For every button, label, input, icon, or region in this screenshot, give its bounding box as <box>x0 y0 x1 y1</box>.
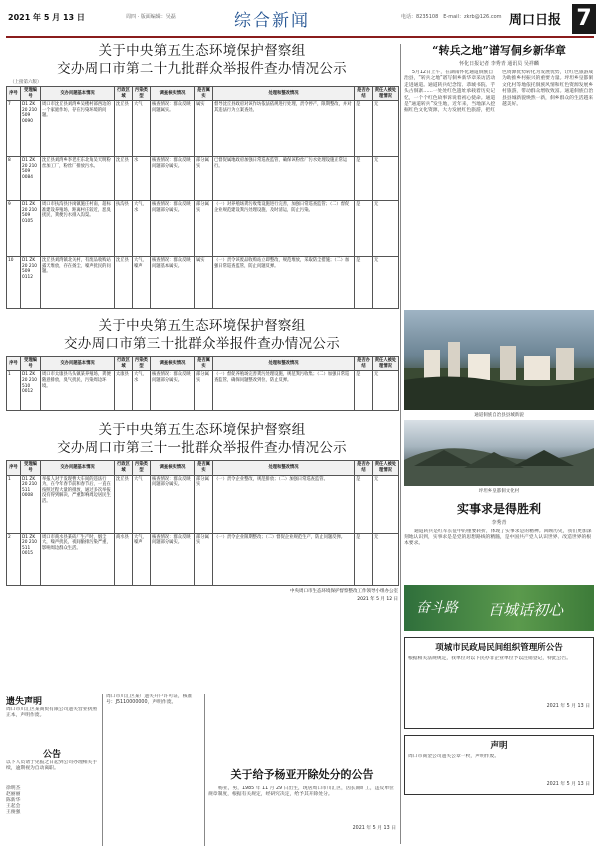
col-check: 调查核实情况 <box>151 357 195 371</box>
cell-check: 核查情况：群众反映问题部分属实。 <box>151 533 195 585</box>
dismissal-title: 关于给予杨亚开除处分的公告 <box>230 768 374 781</box>
cell-issue: 沈丘县刘湾镇北关村，有废品收购站露天堆放，存在扬尘、噪声扰民的问题。 <box>41 257 115 309</box>
bottom-right-block <box>208 694 396 846</box>
essay-body: 通道转兵是红军长征中的重要转折，体现了实事求是的精神。回顾历史，我们更加深刻地认识到，实事求是是党的思想路线的精髓，是中国共产党人认识世界、改造世界的根本要求。 <box>404 529 592 547</box>
cell-resp: 无 <box>373 157 399 201</box>
col-issue: 交办问题基本情况 <box>41 461 115 475</box>
bottom-left-block <box>6 694 98 846</box>
col-check: 调查核实情况 <box>151 87 195 101</box>
photo-caption-2: 坪坦乡皇都侗文化村 <box>478 489 520 494</box>
person-item: 陈新华 <box>6 798 21 803</box>
table-header-row <box>7 87 399 101</box>
batch29-note: （上接第六版） <box>10 80 42 85</box>
cell-id: D1 ZK 20 210 509 0090 <box>21 101 41 157</box>
cell-region: 商水县 <box>115 533 133 585</box>
cell-handle: （一）责令企业整改，规范排放；（二）加强日常巡查监管。 <box>213 475 355 533</box>
col-fact: 是否属实 <box>195 461 213 475</box>
col-handle: 处理和整改情况 <box>213 357 355 371</box>
col-fact: 是否属实 <box>195 87 213 101</box>
batch29-title-line2: 交办周口市第二十九批群众举报件查办情况公示 <box>57 61 347 77</box>
issue-date: 2021 年 5 月 13 日 <box>8 13 85 22</box>
col-issue: 交办问题基本情况 <box>41 357 115 371</box>
cell-id: D1 ZK 20 210 511 0008 <box>21 475 41 533</box>
col-resp: 责任人被处理情况 <box>373 87 399 101</box>
cell-no: 2 <box>7 533 21 585</box>
col-issue: 交办问题基本情况 <box>41 87 115 101</box>
cell-no: 1 <box>7 371 21 411</box>
header-meta-left: 周四 · 版面编辑：吴磊 <box>126 14 176 20</box>
cell-fact: 部分属实 <box>195 157 213 201</box>
dismissal-date: 2021 年 5 月 13 日 <box>352 826 396 831</box>
col-check: 调查核实情况 <box>151 461 195 475</box>
notice-box <box>404 637 594 729</box>
cell-region: 沈丘县 <box>115 475 133 533</box>
col-no: 序号 <box>7 87 21 101</box>
cell-fact: 部分属实 <box>195 533 213 585</box>
cell-type: 大气 <box>133 475 151 533</box>
cell-fact: 部分属实 <box>195 475 213 533</box>
col-done: 是否办结 <box>355 87 373 101</box>
declaration-body: 周口市商金公司遗失公章一枚，声明作废。 <box>408 754 500 759</box>
banner-text-2: 百城话初心 <box>488 601 564 619</box>
cell-region: 沈丘县 <box>115 101 133 157</box>
cell-handle: （一）责令该废品收购站立即整改，规范堆放，采取防尘措施；（二）加强日常巡查监管，防止问题反弹。 <box>213 257 355 309</box>
col-region: 行政区域 <box>115 87 133 101</box>
announcement-body: 以下人员请于见报之日起到公司办理相关手续，逾期视为自动离职。 <box>6 760 98 771</box>
cell-resp: 无 <box>373 533 399 585</box>
cell-resp: 无 <box>373 371 399 411</box>
cell-type: 大气、噪声 <box>133 533 151 585</box>
col-handle: 处理和整改情况 <box>213 87 355 101</box>
cell-issue: 周口市商水县某砖厂生产时，烟尘大，噪声扰民，夜间偷排污染严重，影响周边群众生活。 <box>41 533 115 585</box>
batch31-footer-date: 2021 年 5 月 12 日 <box>357 596 398 602</box>
essay-title: 实事求是得胜利 <box>456 502 541 516</box>
cell-done: 是 <box>355 201 373 257</box>
cell-handle: 已督促属地政府加强日常巡查监管，确保该粉丝厂污水处理设施正常运行。 <box>213 157 355 201</box>
cell-id: D1 ZK 20 210 509 0105 <box>21 201 41 257</box>
cell-fact: 属实 <box>195 101 213 157</box>
batch30-title-line1: 关于中央第五生态环境保护督察组 <box>98 318 306 335</box>
cell-no: 10 <box>7 257 21 309</box>
cell-resp: 无 <box>373 101 399 157</box>
cell-handle: （一）责令企业限期整改；（二）督促企业规范生产，防止问题反弹。 <box>213 533 355 585</box>
feature-photo-2 <box>404 420 594 486</box>
cell-done: 是 <box>355 533 373 585</box>
cell-issue: 周口市沈丘县刘湾乡吴楼村部西边的一个家庭作坊，存在污染环境的问题。 <box>41 101 115 157</box>
section-title: 综合新闻 <box>234 11 310 31</box>
cell-no: 9 <box>7 201 21 257</box>
village-illustration <box>404 420 594 486</box>
cell-no: 7 <box>7 101 21 157</box>
cell-id: D1 ZK 20 210 511 0015 <box>21 533 41 585</box>
page-number: 7 <box>572 4 596 34</box>
cell-check: 核查情况：群众反映问题属实。 <box>151 101 195 157</box>
col-type: 污染类型 <box>133 87 151 101</box>
person-item: 徐明杰 <box>6 786 21 791</box>
table-row <box>7 533 399 585</box>
cell-check: 核查情况：群众反映问题基本属实。 <box>151 257 195 309</box>
cell-type: 大气、水 <box>133 201 151 257</box>
cell-no: 1 <box>7 475 21 533</box>
cell-handle: 督导沈丘县政府对该作坊依法依规进行处理，责令停产，限期整改，并对其违法行为立案查处。 <box>213 101 355 157</box>
cell-check: 核查情况：群众反映问题部分属实。 <box>151 475 195 533</box>
table-row <box>7 101 399 157</box>
table-header-row <box>7 461 399 475</box>
cell-fact: 部分属实 <box>195 371 213 411</box>
cell-resp: 无 <box>373 257 399 309</box>
declaration-title: 声明 <box>490 741 508 751</box>
cell-fact: 属实 <box>195 257 213 309</box>
batch31-footer-org: 中央周口市生态环境保护督察整改工作领导小组办公室 <box>290 588 398 594</box>
cell-resp: 无 <box>373 201 399 257</box>
cell-type: 大气、水 <box>133 371 151 411</box>
cell-region: 太康县 <box>115 371 133 411</box>
person-item: 赵丽丽 <box>6 792 21 797</box>
town-illustration <box>404 310 594 410</box>
cell-check: 核查情况：群众反映问题部分属实。 <box>151 371 195 411</box>
cell-region: 扶沟县 <box>115 201 133 257</box>
cell-done: 是 <box>355 157 373 201</box>
batch31-table <box>6 460 399 585</box>
col-region: 行政区域 <box>115 461 133 475</box>
promo-banner <box>404 585 594 631</box>
person-item: 王俊强 <box>6 810 21 815</box>
feature-title: “转兵之地”谱写侗乡新华章 <box>432 44 566 57</box>
column-divider <box>400 44 401 844</box>
batch31-title-line1: 关于中央第五生态环境保护督察组 <box>98 422 306 439</box>
feature-photo-1 <box>404 310 594 410</box>
cell-type: 大气 <box>133 101 151 157</box>
cell-handle: （一）督促养殖场完善粪污处理设施，规范粪污收集；（二）加强日常巡查监管，确保问题整改到位，防止反弹。 <box>213 371 355 411</box>
cell-region: 沈丘县 <box>115 257 133 309</box>
cell-no: 8 <box>7 157 21 201</box>
table-row <box>7 157 399 201</box>
table-row <box>7 257 399 309</box>
announcement-title: 公告 <box>42 750 61 760</box>
cell-handle: （一）对养殖场粪污收集设施进行完善，加强日常巡查监管；（二）督促企业规范建设粪污处理设施，及时清运，防止污染。 <box>213 201 355 257</box>
lost-body: 周口市川汇区某商贸有限公司遗失营业执照正本，声明作废。 <box>6 707 98 718</box>
declaration-box <box>404 735 594 795</box>
col-id: 受理编号 <box>21 87 41 101</box>
cell-type: 大气、噪声 <box>133 257 151 309</box>
header-meta-right: 电话：8235108 E-mail：zkrb@126.com <box>401 14 502 20</box>
bottom-middle-block <box>106 694 201 846</box>
bottom-divider-1 <box>102 694 103 846</box>
cell-check: 核查情况：群众反映问题部分属实。 <box>151 201 195 257</box>
cell-issue: 沈丘县刘湾乡李老庄东北角吴天明粉丝加工厂，粉丝厂排放污水。 <box>41 157 115 201</box>
notice-date: 2021 年 5 月 13 日 <box>546 704 590 709</box>
cell-fact: 部分属实 <box>195 201 213 257</box>
col-handle: 处理和整改情况 <box>213 461 355 475</box>
col-done: 是否办结 <box>355 357 373 371</box>
cell-id: D1 ZK 20 210 509 0084 <box>21 157 41 201</box>
dismissal-body: 杨亚，男，1985 年 11 月 29 日出生，现居周口市川汇区，因长期旷工，违反单位规章制度，根据有关规定，经研究决定，给予其开除处分。 <box>208 786 394 797</box>
cell-resp: 无 <box>373 475 399 533</box>
cell-done: 是 <box>355 101 373 157</box>
table-row <box>7 475 399 533</box>
cell-done: 是 <box>355 257 373 309</box>
col-id: 受理编号 <box>21 461 41 475</box>
col-done: 是否办结 <box>355 461 373 475</box>
cell-check: 核查情况：群众反映问题部分属实。 <box>151 157 195 201</box>
col-resp: 责任人被处理情况 <box>373 357 399 371</box>
lost-title: 遗失声明 <box>6 697 43 707</box>
table-row <box>7 201 399 257</box>
col-fact: 是否属实 <box>195 357 213 371</box>
cell-issue: 周口市扶沟县汴岗镇施庄村南，超标准建设养殖场，距离村庄较近，恶臭扰民，粪便污水排入沟渠。 <box>41 201 115 257</box>
col-resp: 责任人被处理情况 <box>373 461 399 475</box>
person-list <box>6 786 98 816</box>
cell-done: 是 <box>355 475 373 533</box>
main-column <box>6 42 398 690</box>
col-type: 污染类型 <box>133 357 151 371</box>
page-header <box>6 4 594 38</box>
col-region: 行政区域 <box>115 357 133 371</box>
cell-region: 沈丘县 <box>115 157 133 201</box>
declaration-date: 2021 年 5 月 13 日 <box>546 782 590 787</box>
batch30-table <box>6 356 399 411</box>
person-item: 王起会 <box>6 804 21 809</box>
cell-id: D1 ZK 20 210 509 0112 <box>21 257 41 309</box>
right-column <box>404 42 594 846</box>
bottom-area <box>6 694 398 846</box>
cell-done: 是 <box>355 371 373 411</box>
photo-caption-1: 通道侗族自治县县城新貌 <box>474 413 524 418</box>
batch29-title-line1: 关于中央第五生态环境保护督察组 <box>98 43 306 59</box>
middle-notices: 周口市川汇区某厂遗失开户许可证，核准号：J5110000000，声明作废。 <box>106 694 193 705</box>
banner-text-1: 奋斗路 <box>416 600 458 616</box>
table-header-row <box>7 357 399 371</box>
notice-body: 根据相关法规规定，我单位对以下民办非企业单位予以注销登记，特此公告。 <box>408 656 572 661</box>
cell-type: 水 <box>133 157 151 201</box>
notice-title: 项城市民政局民间组织管理所公告 <box>435 643 563 653</box>
feature-body: 5月12日上午，在湖南怀化通道侗族自治县，“转兵之地”谱写侗乡新华章采访活动走进通道。通道转兵纪念馆、恭城书院、芋头古侗寨……一处处红色遗址承载着历史记忆，一个个红色故事诉说着初心使命。通道是“通道转兵”发生地，近年来，当地深入挖掘红色文化资源，大力发展红色旅游，把红色资源优势转化为发展优势，让红色旅游成为助推乡村振兴的重要力量。坪坦乡皇都侗文化村等地依托侗族风情和红色资源发展乡村旅游，带动群众增收致富。通道侗族自治县县城新貌焕然一新，侗乡群众的生活越来越美好。 <box>404 70 594 114</box>
cell-issue: 举报人对于发现曹大车间的违法行为，在今年春节前和春节后，一直在按照过程大量的排放，通过多次举报没有得到解决，严重影响周边居民生活。 <box>41 475 115 533</box>
paper-name: 周口日报 <box>509 13 562 28</box>
feature-byline: 怀化日报记者 李秀青 通讯员 吴祥麟 <box>459 61 539 67</box>
batch29-table <box>6 86 399 309</box>
bottom-divider-2 <box>204 694 205 846</box>
cell-issue: 周口市太康县马头镇某养殖场，粪便随意排放，臭气扰民，污染周边环境。 <box>41 371 115 411</box>
cell-id: D1 ZK 20 210 510 0012 <box>21 371 41 411</box>
batch31-title-line2: 交办周口市第三十一批群众举报件查办情况公示 <box>57 440 347 457</box>
col-id: 受理编号 <box>21 357 41 371</box>
batch30-title-line2: 交办周口市第三十批群众举报件查办情况公示 <box>64 336 340 353</box>
essay-author: 李秀青 <box>491 520 507 526</box>
col-no: 序号 <box>7 357 21 371</box>
table-row <box>7 371 399 411</box>
col-no: 序号 <box>7 461 21 475</box>
col-type: 污染类型 <box>133 461 151 475</box>
